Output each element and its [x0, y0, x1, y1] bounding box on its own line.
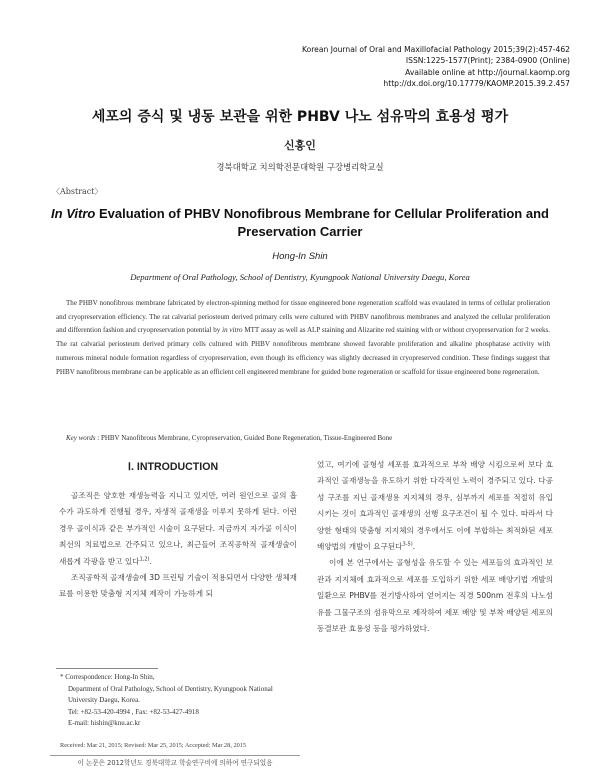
keywords-label: Key words [66, 434, 96, 442]
correspondence-name: * Correspondence: Hong-In Shin, [60, 673, 155, 681]
english-title-italic: In Vitro [51, 206, 96, 221]
english-title [40, 205, 560, 241]
journal-issn: ISSN:1225-1577(Print); 2384-0900 (Online) [405, 56, 570, 66]
intro-p1-text: 골조직은 양호한 재생능력을 지니고 있지만, 여러 원인으로 골의 흡수가 과도하게 진행될 경우, 자생적 골재생을 이루지 못하게 된다. 이런 경우 골이식과 같은 부가적인 시술이 요구된다. 지금까지 자가골 이식이 최선의 치료법으로 간주되고 있으나, 최근들어 조직공학적 골재생술이 새롭게 각광을 받고 있다 [59, 491, 297, 566]
citation-ref: 3-5) [402, 541, 413, 548]
intro-paragraph-1 [59, 488, 297, 570]
intro-paragraph-2: 조직공학적 골재생술에 3D 프린팅 기술이 적용되면서 다양한 생체재료를 이용한 맞춤형 지지체 제작이 가능하게 되 [59, 573, 297, 599]
abstract-in-vitro: in vitro [222, 326, 243, 335]
keywords-text: : PHBV Nanofibrous Membrane, Cyropreservation, Guided Bone Regeneration, Tissue-Engineered Bone [95, 434, 393, 442]
english-author: Hong-In Shin [272, 251, 328, 262]
funding-note: 이 논문은 2012학년도 경북대학교 학술연구비에 의하여 연구되었음 [50, 755, 300, 771]
english-affiliation: Department of Oral Pathology, School of Dentistry, Kyungpook National University Daegu, Korea [130, 272, 470, 282]
english-title-rest: Evaluation of PHBV Nonofibrous Membrane for Cellular Proliferation and Preservation Carrier [95, 206, 549, 239]
intro-p2-cont-text: 었고, 여기에 골형성 세포를 효과적으로 부착 배양 시킴으로써 보다 효과적인 골재생능을 유도하기 위한 다각적인 노력이 경주되고 있다. 다공성 구조를 지닌 골재생용 지지체의 경우, 심부까지 세포를 적절히 유입시키는 것이 효과적인 골재생의 선행 요구조건이 될 수 있다. 따라서 다양한 형태의 맞춤형 지지체의 경우에서도 이에 부합하는 최적화된 세포배양법의 개발이 요구된다 [317, 460, 553, 552]
journal-url[interactable]: Available online at http://journal.kaomp.org [405, 67, 570, 77]
journal-doi[interactable]: http://dx.doi.org/10.17779/KAOMP.2015.39.2.457 [383, 79, 570, 89]
journal-citation: Korean Journal of Oral and Maxillofacial Pathology 2015;39(2):457-462 [301, 45, 570, 54]
abstract-body [56, 297, 550, 379]
submission-dates: Received: Mar 21, 2015; Revised: Mar 25, 2015; Accepted: Mar 28, 2015 [60, 742, 247, 749]
keywords [66, 434, 550, 442]
footnote-divider [56, 668, 158, 669]
intro-p1-end: . [149, 556, 152, 566]
abstract-label: 〈Abstract〉 [52, 187, 103, 196]
abstract-part1: The PHBV nonofibrous membrane fabricated by electron-spinning method for tissue engineered bone regeneration scaffold was evaulated in terms of cellular prolieration and cryopreservation efficiency. The rat calvarial periosteum derived primary cells were cultured with PHBV nanofibrous membranes and analyzed the cellular proliferation and differention fashion and cryopreservation potential by [56, 299, 550, 335]
intro-paragraph-3: 이에 본 연구에서는 골형성을 유도할 수 있는 세포들의 효과적인 보관과 지지체에 효과적으로 세포를 도입하기 위한 세포 배양기법 개발의 일환으로 PHBV를 전기방사하여 얻어지는 직경 500nm 전후의 나노섬유를 그물구조의 섬유막으로 제작하여 세포 배양 및 부착 배양된 세포의 동결보관 효용성 등을 평가하였다. [317, 558, 553, 634]
korean-author: 신홍인 [284, 139, 316, 152]
korean-affiliation: 경북대학교 치의학전문대학원 구강병리학교실 [216, 162, 384, 172]
abstract-part2: MTT assay as well as ALP staining and Alizarine red staining with or without cryopreservation for 2 weeks. The rat calvarial periosteum derived primary cells cultured with PHBV nonofibrous membrane showed favorable proliferation and alkaline phosphatase activity with numerous mineral nodule formation regardless of cryopreservation, even though its efficiency was slightly decreased in cryopreserved condition. These findings suggest that PHBV nanofibrous membrane can be applicable as an efficient cell engineered membrane for guided bone regeneration or scaffold for tissue engineered bone regeneration. [56, 326, 551, 376]
intro-p2-end: . [412, 542, 416, 552]
correspondence-dept: Department of Oral Pathology, School of Dentistry, Kyungpook National University Daegu, Korea. [68, 684, 273, 705]
citation-ref: 1,2) [139, 556, 150, 563]
correspondence-phone: Tel: +82-53-420-4994 , Fax: +82-53-427-4918 [68, 707, 199, 716]
correspondence-note [60, 672, 300, 730]
intro-paragraph-2-continued [317, 457, 553, 555]
correspondence-email[interactable]: E-mail: hishin@knu.ac.kr [68, 719, 141, 728]
korean-title: 세포의 증식 및 냉동 보관을 위한 PHBV 나노 섬유막의 효용성 평가 [91, 109, 509, 125]
section-heading-introduction: Ⅰ. INTRODUCTION [127, 461, 219, 473]
left-column [59, 488, 297, 603]
right-column [317, 457, 553, 637]
journal-header [240, 44, 570, 90]
